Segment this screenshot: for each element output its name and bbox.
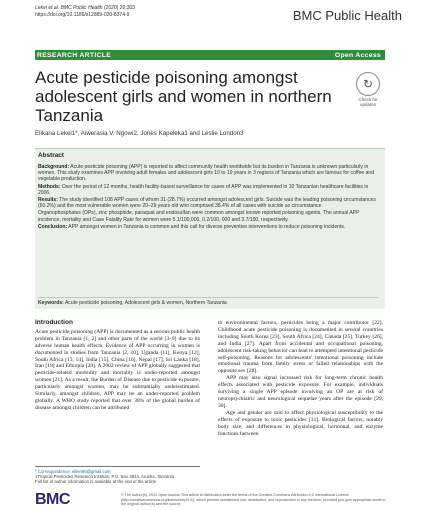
footnotes	[35, 466, 200, 484]
author-list: Elikana Lekei1*, Aiwerasia V. Ngowi2, Jones Kapeleka1 and Leslie London3	[35, 130, 244, 137]
correspondence-email[interactable]: * Correspondence: elikei90@gmail.com	[35, 469, 111, 474]
article-type-band	[35, 50, 385, 60]
header-year-pages: (2020) 20:303	[103, 5, 136, 11]
header-citation: Lekei et al. BMC Public Health	[35, 5, 103, 11]
abstract-background: Background: Acute pesticide poisoning (APP) is reported to affect community health worldwide but its burden in Tanzania is unknown particularly in women. This study examines APP involving adult females and adolescent girls 10 to 19 years in 3 regions of Tanzania which are famous for coffee and vegetable production.	[38, 164, 374, 183]
article-title: Acute pesticide poisoning amongst adolescent girls and women in northern Tanzania	[35, 68, 332, 125]
introduction-heading: Introduction	[35, 319, 73, 326]
body-paragraph: to environmental factors, pesticides being a major contributor [22]. Childhood acute pesticide poisoning is documented in several countries including South Korea [23], South Africa [24], Canada [25], Turkey [26], and India [27]. Apart from accidental and occupational poisoning, adolescent risk-taking behavior can lead to attempted intentional pesticide self-poisoning. Reasons for adolescents' intentional poisoning include emotional trauma from family stress or failed relationships with the opposite sex [28].	[218, 320, 383, 375]
open-access-label: Open Access	[334, 51, 381, 59]
body-column-right	[218, 320, 383, 437]
check-for-updates-label: Check for updates	[358, 97, 378, 107]
abstract-heading: Abstract	[38, 152, 64, 159]
license-text: © The Author(s). 2020 Open Access This article is distributed under the terms of the Creative Commons Attribution 4.0 International License (http://creativecommons.org/licenses/by/4.0/), which permits unrestricted use, distribution, and reproduction in any medium, provided you give appropriate credit to the original author(s) and the source.	[121, 493, 386, 507]
journal-name: BMC Public Health	[292, 8, 402, 23]
abstract-box	[35, 148, 385, 309]
header-doi[interactable]: https://doi.org/10.1186/s12889-020-8374-9	[35, 11, 130, 18]
author-info-note: Full list of author information is available at the end of the article	[35, 479, 157, 484]
bmc-logo: BMC	[35, 491, 70, 508]
keywords-line	[38, 297, 378, 306]
keywords-label: Keywords:	[38, 300, 64, 306]
abstract-results-cont: Organophosphates (OPs), zinc phosphide, paraquat and endosulfan were common amongst known reported poisoning agents. The annual APP incidence, mortality and Case Fatality Rate for women were 5.1/100,000, 0.2/100, 000 and 3.7/100, respectively.	[38, 210, 360, 223]
page-footer	[35, 491, 395, 510]
check-for-updates-badge[interactable]	[354, 72, 382, 107]
body-paragraph: APP may also signal increased risk for long-term chronic health effects associated with pesticide exposure. For example, individuals surviving a single APP episode involving an OP are at risk of neuropsychiatric and neurological sequelae years after the episode [29, 30].	[218, 375, 383, 409]
body-column-left	[35, 320, 200, 412]
body-paragraph: Age and gender are said to affect physiological susceptibility to the effects of exposure to toxic pesticides [31]. Biological factors, notably body size, and differences in physiological, hormonal, and enzyme functions between	[218, 409, 383, 437]
abstract-conclusion: Conclusion: APP amongst women in Tanzania is common and this call for diverse preventive interventions to reduce poisoning incidents.	[38, 223, 346, 230]
article-type-label: RESEARCH ARTICLE	[37, 51, 112, 59]
refresh-icon: ↻	[356, 72, 380, 96]
abstract-results: Results: The study identified 108 APP cases of whom 31 (28.7%) occurred amongst adolescent girls. Suicide was the leading poisoning circumstances (60.2%) and the most vulnerable women were 20–29 years old who comprised 38.4% of all cases with suicide as circumstance.	[38, 197, 376, 210]
keywords-text: Acute pesticide poisoning, Adolescent girls & women, Northern Tanzania	[64, 300, 227, 306]
abstract-body	[38, 164, 378, 231]
abstract-methods: Methods: Over the period of 12 months, health facility-based surveillance for cases of APP was implemented in 10 Tanzanian healthcare facilities in 2006.	[38, 183, 369, 196]
body-paragraph: Acute pesticide poisoning (APP) is documented as a serious public health problem in Tanzania [1, 2] and other parts of the world [3–9] due to its adverse human health effects. Evidence of APP occurring in women is documented in studies from Tanzania [2, 10], Uganda [11], Kenya [12], South Africa [13, 14], India [15], China [16], Nepal [17], Sri Lanka [18], Iran [19] and Ethiopia [20]. A 2002 review of APP globally suggested that pesticide-related morbidity and mortality is under-reported amongst women [21]. As a result, the Burden of Disease due to pesticide exposure, particularly amongst women, may be substantially underestimated. Similarly, amongst children, APP may be an under-reported problem globally. A WHO study reported that over 30% of the global burden of disease amongst children can be attributed	[35, 328, 200, 411]
running-header	[35, 5, 135, 18]
affiliation: 1Tropical Pesticides Research Institute, P.O. Box 3024, Arusha, Tanzania	[35, 474, 175, 479]
